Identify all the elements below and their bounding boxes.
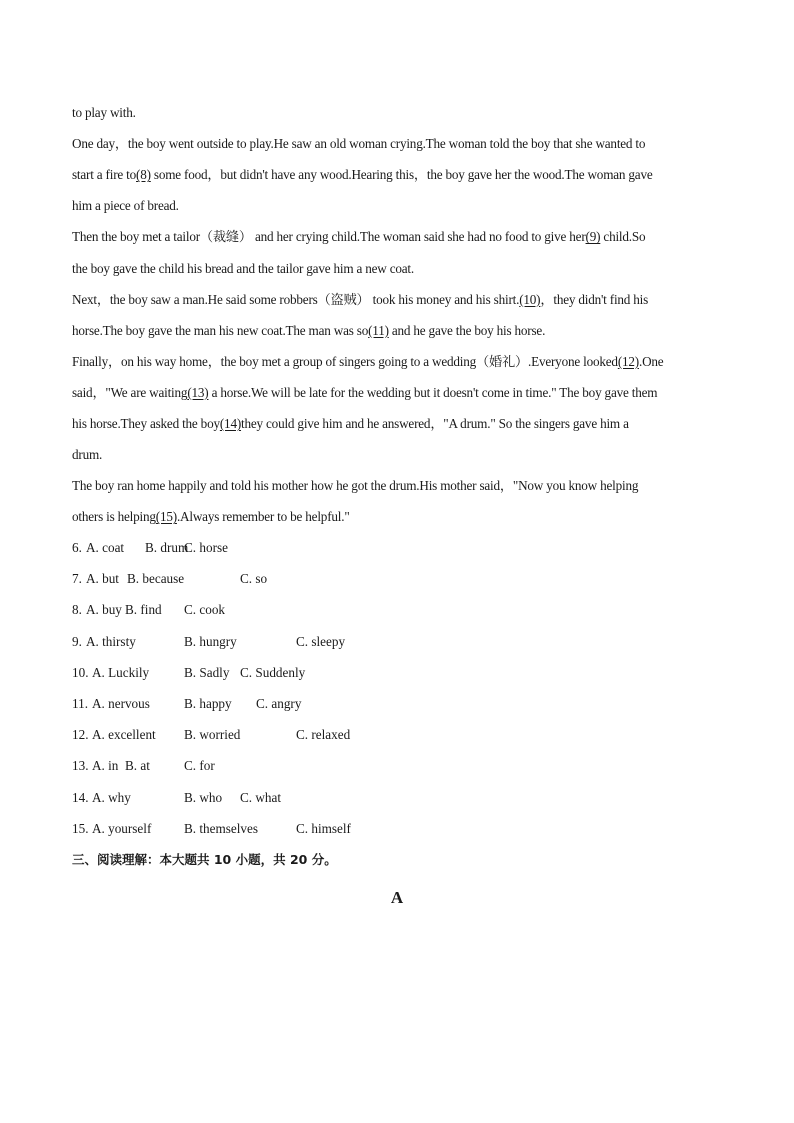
option-c: C. angry	[256, 696, 302, 711]
option-b: B. who	[184, 789, 223, 805]
passage-line	[72, 476, 638, 496]
passage-line	[72, 259, 414, 279]
passage-text: the boy gave the child his bread and the tailor gave him a new coat.	[72, 260, 414, 276]
passage-line	[72, 227, 645, 247]
passage-line	[72, 507, 350, 527]
passage-text: .One	[638, 353, 664, 369]
passage-text: One day，the boy went outside to play.He saw an old woman crying.The woman told the boy that she wanted to	[72, 136, 646, 152]
passage-text: ，they didn't find his	[540, 291, 649, 307]
question-number: 13.	[72, 758, 89, 774]
option-c: C. himself	[296, 820, 351, 836]
blank-number: (13)	[187, 384, 209, 400]
passage-line	[72, 321, 545, 341]
passage-line	[72, 103, 136, 123]
option-a: A. coat	[86, 540, 125, 555]
option-b: B. find	[125, 602, 162, 618]
option-c: C. horse	[184, 540, 228, 555]
passage-line	[72, 383, 657, 403]
blank-number: (9)	[585, 229, 601, 245]
option-a: A. nervous	[92, 696, 150, 711]
passage-text: and he gave the boy his horse.	[388, 322, 546, 338]
option-a: A. in	[92, 758, 119, 774]
option-b: B. worried	[184, 727, 241, 743]
option-a: A. Luckily	[92, 664, 150, 680]
question-number: 12.	[72, 727, 89, 743]
option-a: A. thirsty	[86, 633, 136, 649]
option-c: C. what	[240, 789, 282, 805]
question-number: 8.	[72, 602, 82, 618]
passage-text: they could give him and he answered，"A drum." So the singers gave him a	[241, 416, 629, 431]
question-number: 15.	[72, 820, 89, 836]
option-a: A. but	[86, 571, 119, 587]
passage-text: drum.	[72, 447, 103, 463]
passage-line	[72, 414, 629, 434]
question-number: 9.	[72, 633, 82, 649]
passage-text: The boy ran home happily and told his mother how he got the drum.His mother said，"Now you know helping	[72, 478, 639, 494]
passage-line	[72, 134, 645, 154]
passage-text: to play with.	[72, 105, 136, 120]
option-c: C. so	[240, 571, 268, 587]
passage-line	[72, 352, 663, 372]
option-a: A. buy	[86, 602, 122, 618]
question-number: 10.	[72, 664, 89, 680]
option-a: A. why	[92, 789, 131, 805]
option-c: C. relaxed	[296, 727, 351, 743]
option-c: C. Suddenly	[240, 664, 306, 680]
blank-number: (15)	[155, 509, 177, 525]
blank-number: (10)	[519, 291, 541, 307]
option-b: B. drum	[145, 540, 189, 555]
passage-line	[72, 445, 102, 465]
passage-line	[72, 290, 648, 310]
passage-line	[72, 196, 179, 216]
passage-text: start a fire to	[72, 167, 137, 183]
question-number: 7.	[72, 571, 82, 587]
passage-text: Next，the boy saw a man.He said some robbers（盗贼） took his money and his shirt.	[72, 291, 520, 307]
option-c: C. cook	[184, 602, 226, 618]
option-a: A. yourself	[92, 820, 152, 836]
passage-text: his horse.They asked the boy	[72, 416, 220, 431]
question-number: 14.	[72, 789, 89, 805]
option-b: B. Sadly	[184, 664, 230, 680]
option-b: B. hungry	[184, 633, 237, 649]
question-number: 11.	[72, 696, 88, 711]
passage-text: said，"We are waiting	[72, 384, 188, 400]
passage-text: .Always remember to be helpful."	[176, 509, 350, 525]
blank-number: (12)	[617, 353, 639, 369]
option-b: B. happy	[184, 696, 232, 711]
passage-text: a horse.We will be late for the wedding but it doesn't come in time." The boy gave them	[208, 384, 658, 400]
blank-number: (14)	[219, 416, 242, 431]
passage-text: horse.The boy gave the man his new coat.The man was so	[72, 322, 369, 338]
option-b: B. themselves	[184, 820, 258, 836]
option-c: C. for	[184, 758, 215, 774]
option-b: B. at	[125, 758, 150, 774]
passage-text: some food，but didn't have any wood.Hearing this，the boy gave her the wood.The woman gave	[150, 167, 653, 183]
passage-text: him a piece of bread.	[72, 198, 179, 214]
passage-line	[72, 165, 653, 185]
question-number: 6.	[72, 540, 82, 555]
part-heading: A	[390, 888, 404, 907]
passage-text: child.So	[600, 229, 646, 245]
blank-number: (11)	[368, 322, 389, 338]
passage-text: Finally，on his way home，the boy met a group of singers going to a wedding（婚礼）.Everyone looked	[72, 353, 618, 369]
option-a: A. excellent	[92, 727, 156, 743]
passage-text: Then the boy met a tailor（裁缝） and her crying child.The woman said she had no food to give her	[72, 229, 586, 245]
option-c: C. sleepy	[296, 633, 346, 649]
passage-text: others is helping	[72, 509, 156, 525]
section-title: 三、阅读理解：本大题共 10 小题，共 20 分。	[72, 852, 337, 867]
blank-number: (8)	[136, 167, 151, 183]
option-b: B. because	[127, 571, 185, 587]
